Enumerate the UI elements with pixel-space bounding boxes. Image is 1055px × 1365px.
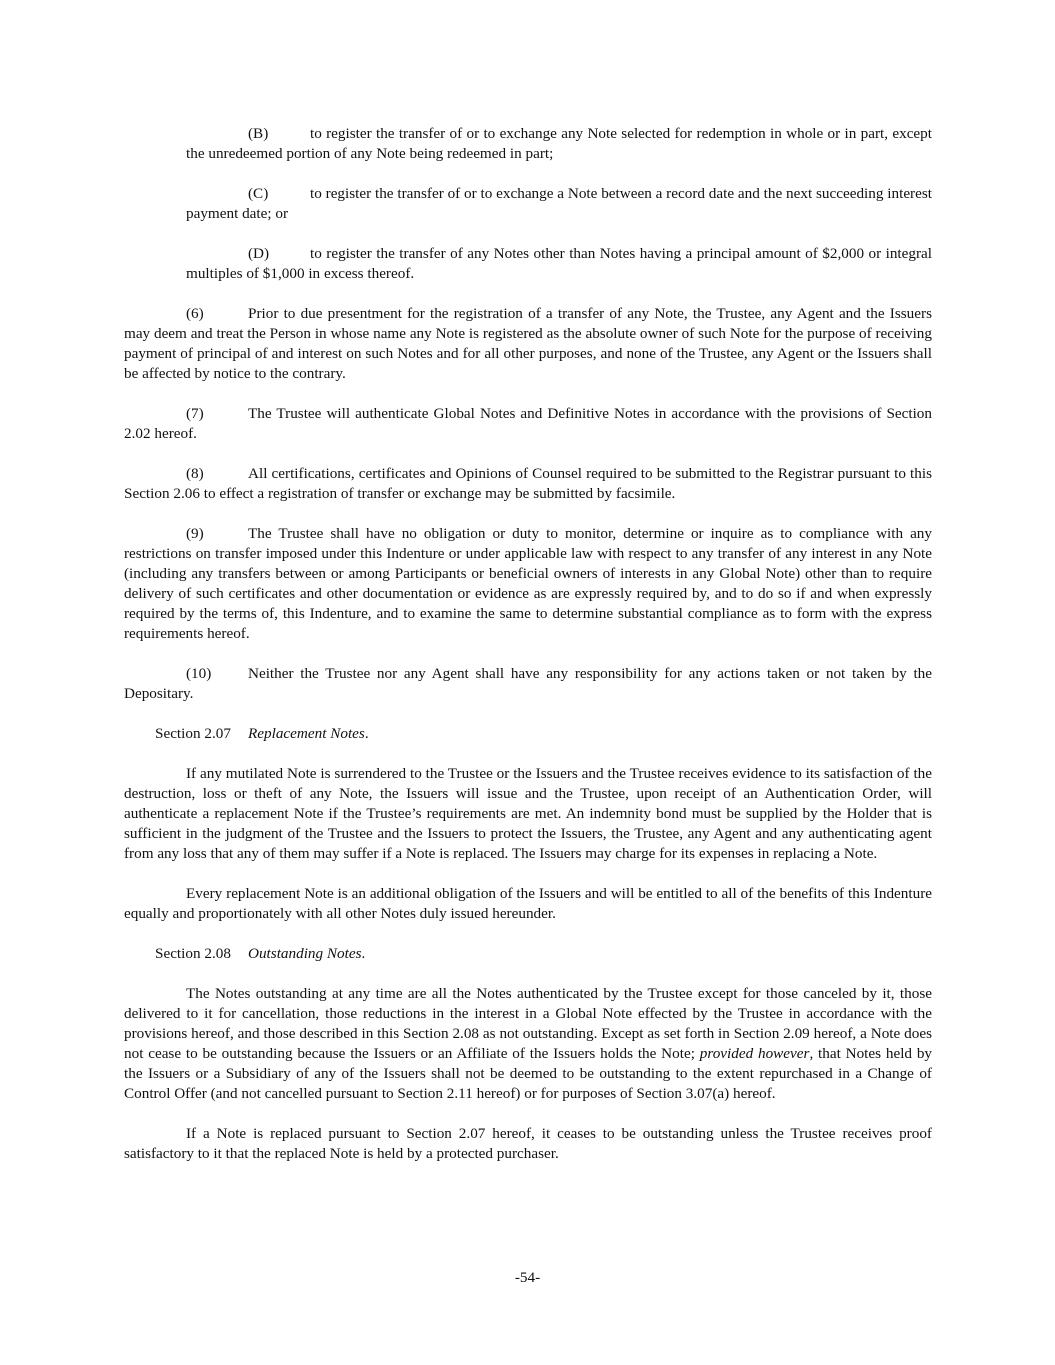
- paragraph-8: [124, 464, 932, 504]
- clause-b: [186, 124, 932, 164]
- section-title-period: .: [361, 945, 366, 962]
- paragraph-text: The Trustee shall have no obligation or duty to monitor, determine or inquire as to compliance with any restrictions on transfer imposed under this Indenture or under applicable law with respect to any transfer of any interest in any Note (including any transfers between or among Participants or beneficial owners of interests in any Global Note) other than to require delivery of such certificates and other documentation or evidence as are expressly required by, and to do so if and when expressly required by the terms of, this Indenture, and to examine the same to determine substantial compliance as to form with the express requirements hereof.: [124, 525, 932, 642]
- section-2-07-paragraph-1: If any mutilated Note is surrendered to the Trustee or the Issuers and the Trustee receives evidence to its satisfaction of the destruction, loss or theft of any Note, the Issuers will issue and the Trustee, upon receipt of an Authentication Order, will authenticate a replacement Note if the Trustee’s requirements are met. An indemnity bond must be supplied by the Holder that is sufficient in the judgment of the Trustee and the Issuers to protect the Issuers, the Trustee, any Agent and any authenticating agent from any loss that any of them may suffer if a Note is replaced. The Issuers may charge for its expenses in replacing a Note.: [124, 765, 932, 862]
- section-2-07-paragraph-2: Every replacement Note is an additional obligation of the Issuers and will be entitled to all of the benefits of this Indenture equally and proportionately with all other Notes duly issued hereunder.: [124, 885, 932, 922]
- clause-number: (B): [248, 125, 269, 142]
- clause-number: (C): [248, 185, 269, 202]
- paragraph-7: [124, 404, 932, 444]
- clause-text: to register the transfer of or to exchange a Note between a record date and the next succeeding interest payment date; or: [186, 185, 932, 222]
- paragraph-text-part: , that Notes held by the Issuers or a Subsidiary of any of the Issuers shall not be deemed to be outstanding to the extent repurchased in a Change of Control Offer (and not cancelled pursuant to Section 2.11 hereof) or for purposes of Section 3.07(a) hereof.: [124, 1045, 933, 1102]
- page-number: -54-: [514, 1269, 541, 1286]
- paragraph-9: [124, 524, 932, 644]
- page-body: [124, 124, 932, 1184]
- paragraph-text: Prior to due presentment for the registration of a transfer of any Note, the Trustee, any Agent and the Issuers may deem and treat the Person in whose name any Note is registered as the absolute owner of such Note for the purpose of receiving payment of principal of and interest on such Notes and for all other purposes, and none of the Trustee, any Agent or the Issuers shall be affected by notice to the contrary.: [124, 305, 932, 382]
- paragraph-number: (7): [186, 405, 204, 422]
- paragraph-6: [124, 304, 932, 384]
- section-2-08-paragraph-1: [124, 984, 932, 1104]
- paragraph-number: (9): [186, 525, 204, 542]
- section-title-period: .: [364, 725, 369, 742]
- section-title: Replacement Notes: [248, 725, 365, 742]
- paragraph-text: The Trustee will authenticate Global Notes and Definitive Notes in accordance with the provisions of Section 2.02 hereof.: [124, 405, 932, 442]
- section-2-08-heading: [124, 944, 932, 964]
- paragraph-text: All certifications, certificates and Opinions of Counsel required to be submitted to the Registrar pursuant to this Section 2.06 to effect a registration of transfer or exchange may be submitted by facsimile.: [124, 465, 932, 502]
- paragraph-italic-phrase: provided however: [699, 1045, 810, 1062]
- section-2-07-heading: [124, 724, 932, 744]
- section-2-08-paragraph-2: If a Note is replaced pursuant to Section 2.07 hereof, it ceases to be outstanding unless the Trustee receives proof satisfactory to it that the replaced Note is held by a protected purchaser.: [124, 1125, 932, 1162]
- clause-number: (D): [248, 245, 270, 262]
- paragraph-text-part: The Notes outstanding at any time are all the Notes authenticated by the Trustee except for those canceled by it, those delivered to it for cancellation, those reductions in the interest in a Global Note effected by the Trustee in accordance with the provisions hereof, and those described in this Section 2.08 as not outstanding. Except as set forth in Section 2.09 hereof, a Note does not cease to be outstanding because the Issuers or an Affiliate of the Issuers holds the Note;: [124, 985, 932, 1062]
- section-title: Outstanding Notes: [248, 945, 362, 962]
- paragraph-number: (8): [186, 465, 204, 482]
- paragraph-number: (6): [186, 305, 204, 322]
- paragraph-10: [124, 664, 932, 704]
- paragraph-text: Neither the Trustee nor any Agent shall have any responsibility for any actions taken or not taken by the Depositary.: [124, 665, 932, 702]
- clause-text: to register the transfer of any Notes other than Notes having a principal amount of $2,000 or integral multiples of $1,000 in excess thereof.: [186, 245, 932, 282]
- paragraph-number: (10): [186, 665, 212, 682]
- section-number: Section 2.08: [155, 945, 231, 962]
- section-number: Section 2.07: [155, 725, 231, 742]
- clause-text: to register the transfer of or to exchange any Note selected for redemption in whole or in part, except the unredeemed portion of any Note being redeemed in part;: [186, 125, 932, 162]
- clause-c: [186, 184, 932, 224]
- clause-d: [186, 244, 932, 284]
